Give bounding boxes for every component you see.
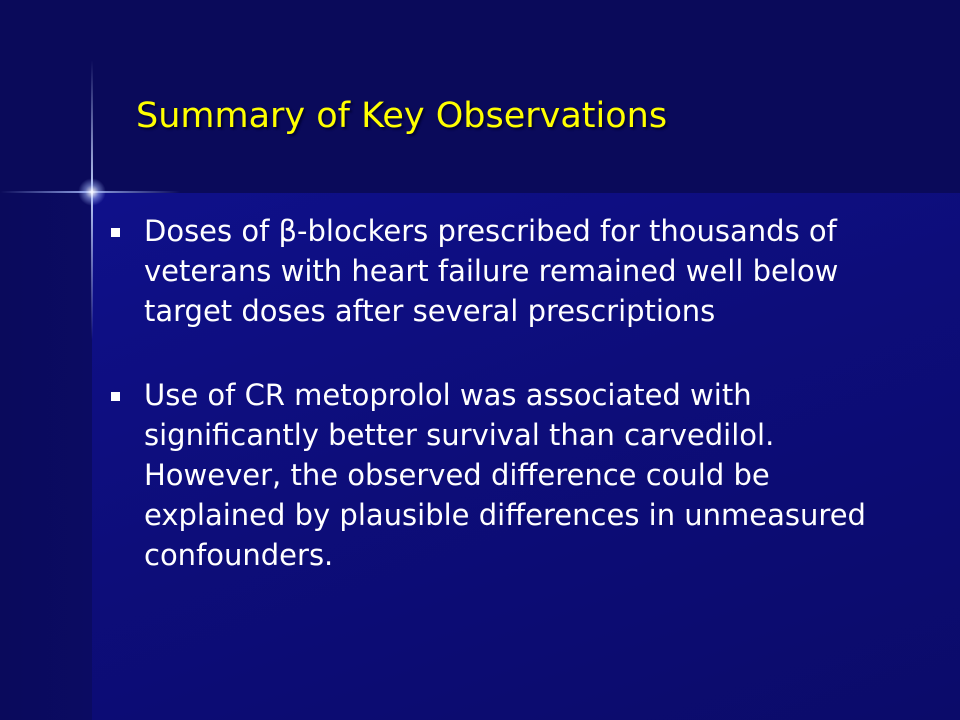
slide-title: Summary of Key Observations (136, 96, 668, 136)
bullet-text: Use of CR metoprolol was associated with significantly better survival than carvedilol. However, the observed difference could be explained by plausible differences in unmeasured confounders. (144, 378, 866, 572)
square-bullet-icon (111, 392, 120, 401)
left-band (0, 193, 92, 720)
bullet-list (104, 211, 894, 619)
star-flare-glow (78, 178, 106, 206)
square-bullet-icon (111, 228, 120, 237)
bullet-item (104, 375, 894, 575)
bullet-item (104, 211, 894, 331)
bullet-text: Doses of β-blockers prescribed for thousands of veterans with heart failure remained well below target doses after several prescriptions (144, 214, 839, 328)
